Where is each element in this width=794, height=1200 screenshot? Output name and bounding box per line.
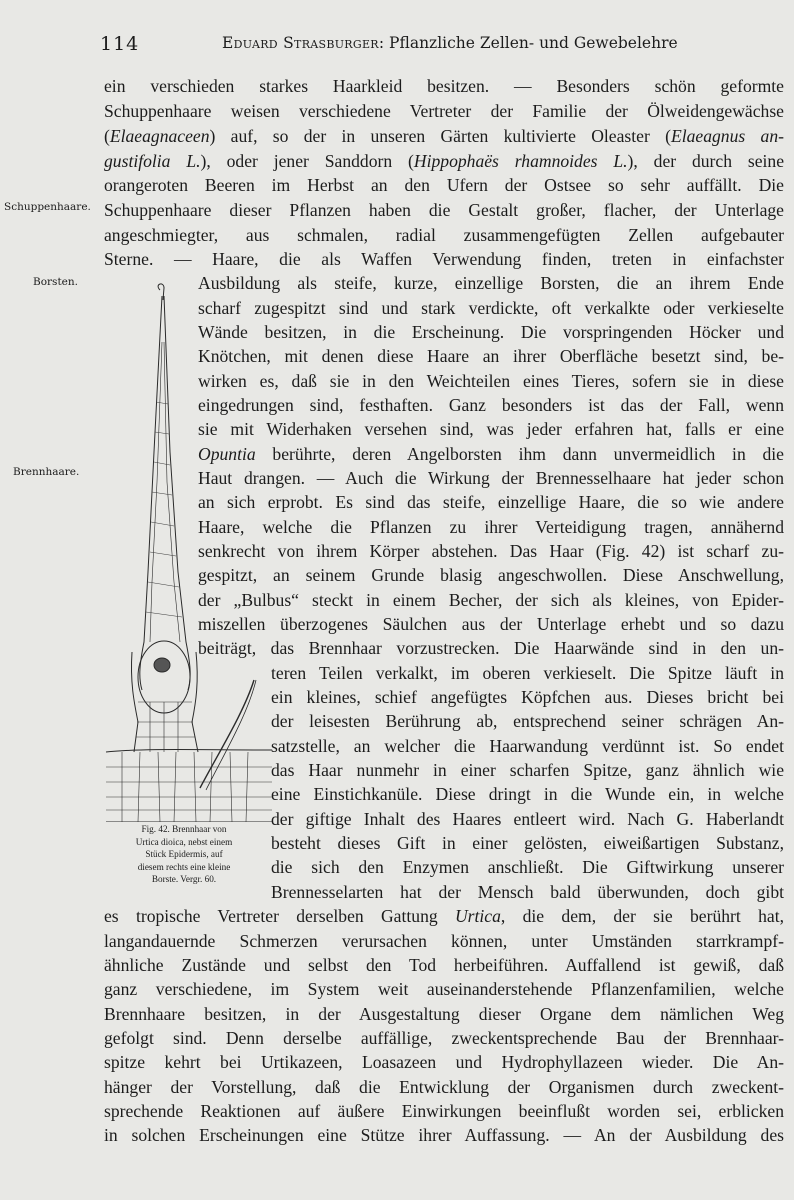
text-line: Haare, welche die Pflanzen zu ihrer Verteidigung tragen, annähernd [198, 517, 784, 537]
text-line: orangeroten Beeren im Herbst an den Ufern der Ostsee so sehr auffällt. Die [104, 175, 784, 195]
text-line: es tropische Vertreter derselben Gattung Urtica, die dem, der sie berührt hat, [104, 906, 784, 926]
text-line: senkrecht von ihrem Körper abstehen. Das Haar (Fig. 42) ist scharf zu- [198, 541, 784, 561]
text-line: Sterne. — Haare, die als Waffen Verwendung finden, treten in einfachster [104, 249, 784, 269]
text-line: an sich erprobt. Es sind das steife, einzellige Haare, die so wie andere [198, 492, 784, 512]
text-line: Schuppenhaare dieser Pflanzen haben die Gestalt großer, flacher, der Unterlage [104, 200, 784, 220]
text-line: eine Einstichkanüle. Diese dringt in die Wunde ein, in welche [271, 784, 784, 804]
running-head-title: : Pflanzliche Zellen- und Gewebelehre [378, 34, 678, 52]
text-line: beiträgt, das Brennhaar vorzustrecken. Die Haarwände sind in den un- [198, 638, 784, 658]
text-line: sprechende Reaktionen auf äußere Einwirkungen beeinflußt worden sei, erblicken [104, 1101, 784, 1121]
stinging-hair-illustration [104, 282, 274, 822]
text-line: sie mit Widerhaken versehen sind, was jeder erfahren hat, falls er eine [198, 419, 784, 439]
text-line: Brennesselarten hat der Mensch bald überwunden, doch gibt [271, 882, 784, 902]
running-head-author: Eduard Strasburger [222, 34, 379, 52]
text-line: langandauernde Schmerzen verursachen können, unter Umständen starrkrampf- [104, 931, 784, 951]
text-line: satzstelle, an welcher die Haarwandung verdünnt ist. So endet [271, 736, 784, 756]
running-head [222, 34, 678, 52]
text-line: Ausbildung als steife, kurze, einzellige Borsten, die an ihrem Ende [198, 273, 784, 293]
text-line: ähnliche Zustände und selbst den Tod herbeiführen. Auffallend ist gewiß, daß [104, 955, 784, 975]
text-line: ein kleines, schief angefügtes Köpfchen aus. Dieses bricht bei [271, 687, 784, 707]
text-line: besteht dieses Gift in einer gelösten, eiweißartigen Substanz, [271, 833, 784, 853]
text-line: gespitzt, an seinem Grunde blasig angeschwollen. Diese Anschwellung, [198, 565, 784, 585]
text-line: gustifolia L.), oder jener Sanddorn (Hippophaës rhamnoides L.), der durch seine [104, 151, 785, 171]
text-line: hänger der Vorstellung, daß die Entwicklung der Organismen durch zweckent- [104, 1077, 784, 1097]
text-line: angeschmiegter, aus schmalen, radial zusammengefügten Zellen aufgebauter [104, 225, 784, 245]
text-line: in solchen Erscheinungen eine Stütze ihrer Auffassung. — An der Ausbildung des [104, 1125, 784, 1145]
text-line: ganz verschiedene, im System weit auseinanderstehende Pflanzenfamilien, welche [104, 979, 784, 999]
text-line: der „Bulbus“ steckt in einem Becher, der sich als kleines, von Epider- [198, 590, 784, 610]
text-line: Knötchen, mit denen diese Haare an ihrer Oberfläche besetzt sind, be- [198, 346, 784, 366]
text-line: die sich den Enzymen anschließt. Die Giftwirkung unserer [271, 857, 784, 877]
margin-note-schuppenhaare: Schuppenhaare. [4, 201, 91, 213]
margin-note-borsten: Borsten. [33, 276, 78, 288]
text-line: miszellen überzogenes Säulchen aus der Unterlage erhebt und so dazu [198, 614, 784, 634]
text-line: das Haar nunmehr in einer scharfen Spitze, ganz ähnlich wie [271, 760, 784, 780]
text-line: ein verschieden starkes Haarkleid besitzen. — Besonders schön geformte [104, 76, 784, 96]
text-line: scharf zugespitzt sind und stark verdickte, oft verkalkte oder verkieselte [198, 298, 784, 318]
text-line: Schuppenhaare weisen verschiedene Vertreter der Familie der Ölweidengewächse [104, 101, 784, 121]
text-line: der leisesten Berührung ab, entsprechend seiner schrägen An- [271, 711, 784, 731]
figure-caption: Fig. 42. Brennhaar von Urtica dioica, nebst einem Stück Epidermis, auf diesem rechts eine kleine Borste. Vergr. 60. [135, 824, 233, 885]
text-line: (Elaeagnaceen) auf, so der in unseren Gärten kultivierte Oleaster (Elaeagnus an- [104, 126, 784, 146]
text-line: wirken es, daß sie in den Weichteilen eines Tieres, sofern sie in diese [198, 371, 784, 391]
text-line: Haut drangen. — Auch die Wirkung der Brennesselhaare hat jeder schon [198, 468, 784, 488]
text-line: teren Teilen verkalkt, im oberen verkieselt. Die Spitze läuft in [271, 663, 784, 683]
text-line: der giftige Inhalt des Haares entleert wird. Nach G. Haberlandt [271, 809, 784, 829]
text-line: gefolgt sind. Denn derselbe auffällige, zweckentsprechende Bau der Brennhaar- [104, 1028, 784, 1048]
text-line: spitze kehrt bei Urtikazeen, Loasazeen und Hydrophyllazeen wieder. Die An- [104, 1052, 784, 1072]
page-number: 114 [100, 33, 140, 55]
text-line: Brennhaare besitzen, in der Ausgestaltung dieser Organe dem nämlichen Weg [104, 1004, 784, 1024]
text-line: eingedrungen sind, festhaften. Ganz besonders ist das der Fall, wenn [198, 395, 784, 415]
margin-note-brennhaare: Brennhaare. [13, 466, 80, 478]
text-line: Wände besitzen, in die Erscheinung. Die vorspringenden Höcker und [198, 322, 784, 342]
text-line: Opuntia berührte, deren Angelborsten ihm dann unvermeidlich in die [198, 444, 784, 464]
